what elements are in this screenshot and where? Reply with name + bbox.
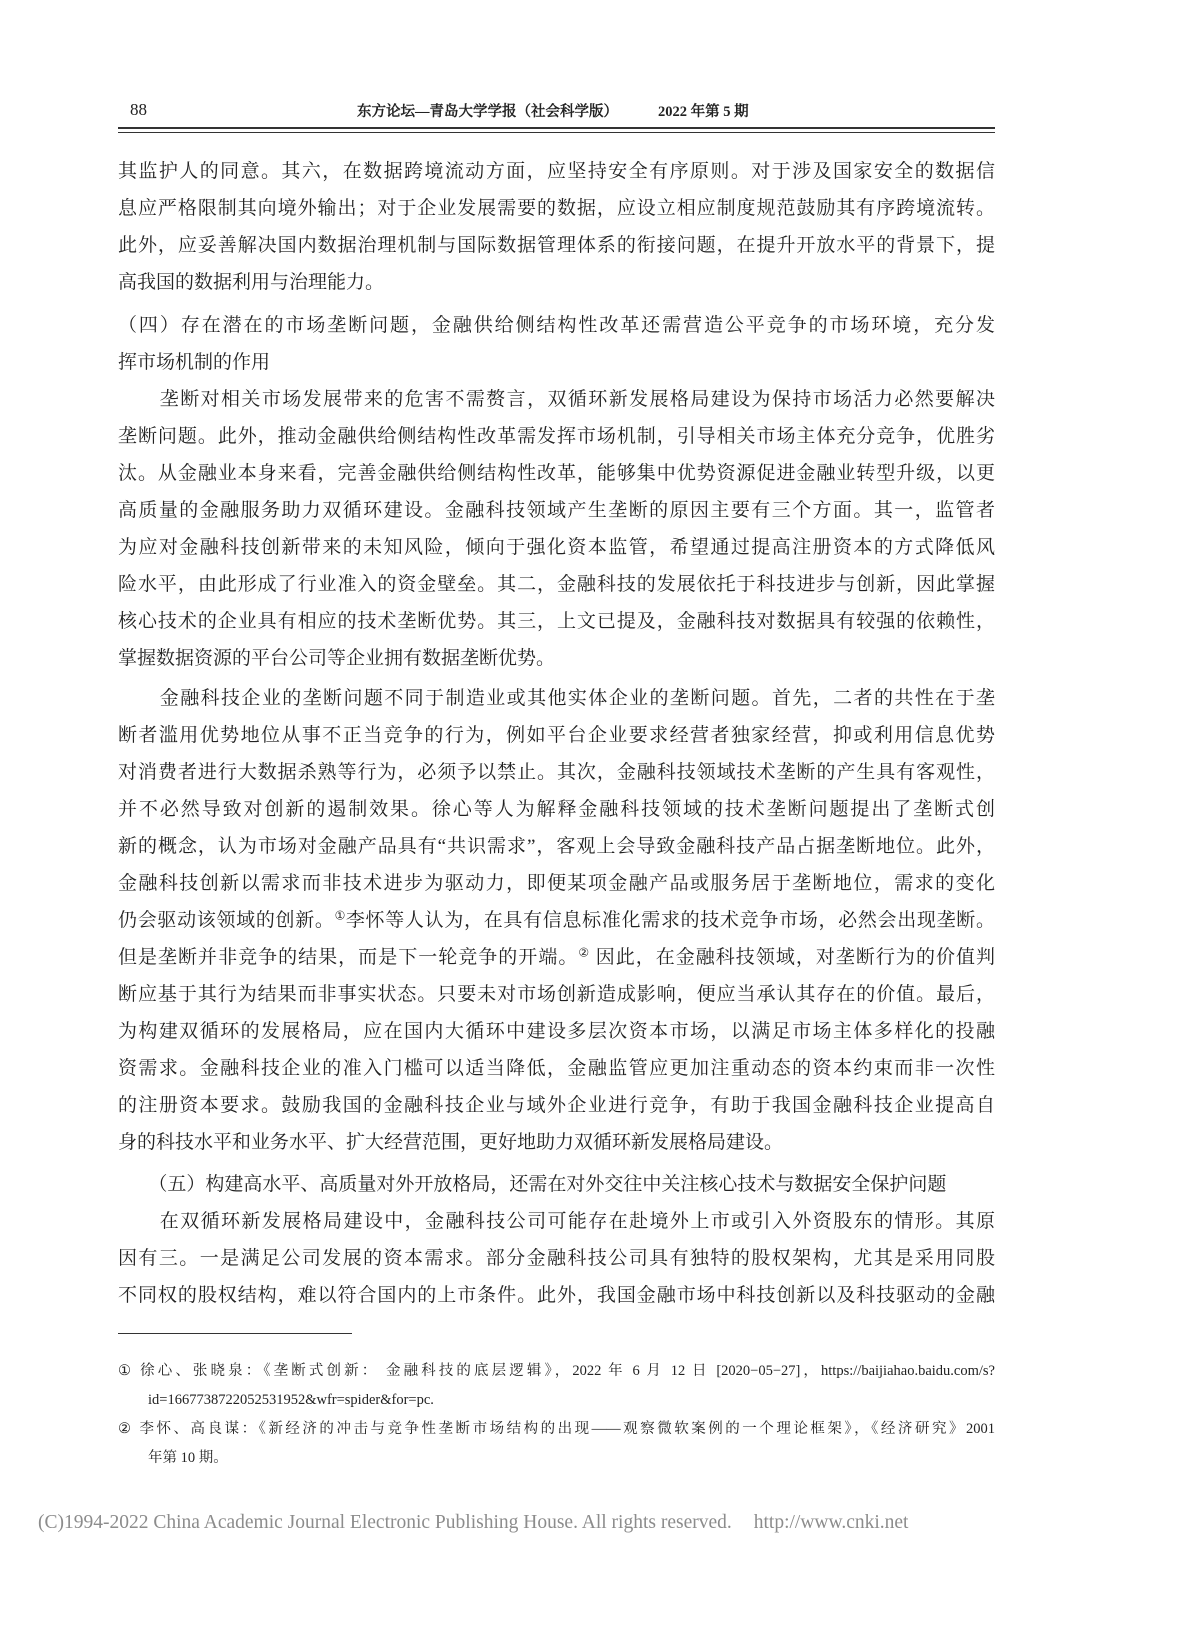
text-line: 挥市场机制的作用 [118,352,271,373]
header-rule-thin [118,132,995,133]
text-line: 资需求。金融科技企业的准入门槛可以适当降低，金融监管应更加注重动态的资本约束而非一次性 [118,1058,995,1079]
footnote-separator [118,1333,352,1334]
text-line: 身的科技水平和业务水平、扩大经营范围，更好地助力双循环新发展格局建设。 [118,1132,784,1153]
text-line: 汰。从金融业本身来看，完善金融供给侧结构性改革，能够集中优势资源促进金融业转型升级，以更 [118,463,995,484]
footnote-marker: ② [118,1421,134,1437]
text-line [118,939,995,976]
text-line: 新的概念，认为市场对金融产品具有“共识需求”，客观上会导致金融科技产品占据垄断地位。此外， [118,836,995,857]
issue-label: 2022 年第 5 期 [658,104,749,120]
paragraph [118,381,995,677]
text-line: 在双循环新发展格局建设中，金融科技公司可能存在赴境外上市或引入外资股东的情形。其原 [159,1211,995,1232]
footnote-text: id=1667738722052531952&wfr=spider&for=pc. [148,1392,434,1408]
footnotes [118,1357,995,1473]
header-rule [118,127,995,129]
text-line: 不同权的股权结构，难以符合国内的上市条件。此外，我国金融市场中科技创新以及科技驱动的金融 [118,1285,995,1306]
text-line: 掌握数据资源的平台公司等企业拥有数据垄断优势。 [118,648,556,669]
footnote-text: 李怀、高良谋：《新经济的冲击与竞争性垄断市场结构的出现——观察微软案例的一个理论框架》，《经济研究》2001 [139,1421,995,1437]
text-line: （五）构建高水平、高质量对外开放格局，还需在对外交往中关注核心技术与数据安全保护问题 [148,1174,947,1195]
text-line: 垄断问题。此外，推动金融供给侧结构性改革需发挥市场机制，引导相关市场主体充分竞争，优胜劣 [118,426,995,447]
copyright-line [38,1508,908,1538]
text-segment: 李怀等人认为，在具有信息标准化需求的技术竞争市场，必然会出现垄断。 [345,910,995,931]
text-line: 高质量的金融服务助力双循环建设。金融科技领域产生垄断的原因主要有三个方面。其一，监管者 [118,500,995,521]
text-line: 核心技术的企业具有相应的技术垄断优势。其三，上文已提及，金融科技对数据具有较强的依赖性， [118,611,995,632]
text-line: 高我国的数据利用与治理能力。 [118,272,385,293]
text-line: 息应严格限制其向境外输出；对于企业发展需要的数据，应设立相应制度规范鼓励其有序跨境流转。 [118,198,995,219]
text-line: 其监护人的同意。其六，在数据跨境流动方面，应坚持安全有序原则。对于涉及国家安全的数据信 [118,161,995,182]
section [118,307,995,1161]
footnote-line [118,1386,995,1415]
footnote-text: 徐心、张晓泉：《垄断式创新： 金融科技的底层逻辑》，2022 年 6 月 12 日 [2020−05−27]，https://baijiahao.baidu.com/s? [140,1363,995,1379]
copyright-url: http://www.cnki.net [753,1512,909,1533]
section-heading [118,1166,995,1203]
text-line [118,902,995,939]
text-segment: 仍会驱动该领域的创新。 [118,910,335,931]
footnote-marker: ① [118,1363,135,1379]
text-line: 垄断对相关市场发展带来的危害不需赘言，双循环新发展格局建设为保持市场活力必然要解决 [159,389,995,410]
text-line: 的注册资本要求。鼓励我国的金融科技企业与域外企业进行竞争，有助于我国金融科技企业提高自 [118,1095,995,1116]
text-segment: 因此，在金融科技领域，对垄断行为的价值判 [589,947,995,968]
footnote-line [118,1444,995,1473]
text-line: 为应对金融科技创新带来的未知风险，倾向于强化资本监管，希望通过提高注册资本的方式降低风 [118,537,995,558]
text-segment: 但是垄断并非竞争的结果，而是下一轮竞争的开端。 [118,947,579,968]
copyright-notice: (C)1994-2022 China Academic Journal Electronic Publishing House. All rights reserved. [38,1512,732,1533]
text-line: 金融科技企业的垄断问题不同于制造业或其他实体企业的垄断问题。首先，二者的共性在于垄 [159,688,995,709]
text-line: 并不必然导致对创新的遏制效果。徐心等人为解释金融科技领域的技术垄断问题提出了垄断式创 [118,799,995,820]
paragraph [118,153,995,301]
footnote [118,1415,995,1473]
text-line: 对消费者进行大数据杀熟等行为，必须予以禁止。其次，金融科技领域技术垄断的产生具有客观性， [118,762,995,783]
text-line: 断者滥用优势地位从事不正当竞争的行为，例如平台企业要求经营者独家经营，抑或利用信息优势 [118,725,995,746]
footnote-text: 年第 10 期。 [148,1450,228,1466]
text-line: 金融科技创新以需求而非技术进步为驱动力，即便某项金融产品或服务居于垄断地位，需求的变化 [118,873,995,894]
body-text [118,153,995,1314]
section [118,1166,995,1314]
text-line: 因有三。一是满足公司发展的资本需求。部分金融科技公司具有独特的股权架构，尤其是采用同股 [118,1248,995,1269]
paragraph [118,680,995,1161]
text-line: 断应基于其行为结果而非事实状态。只要未对市场创新造成影响，便应当承认其存在的价值。最后， [118,984,995,1005]
text-line: 险水平，由此形成了行业准入的资金壁垒。其二，金融科技的发展依托于科技进步与创新，因此掌握 [118,574,995,595]
text-line: 此外，应妥善解决国内数据治理机制与国际数据管理体系的衔接问题，在提升开放水平的背景下，提 [118,235,995,256]
text-line: 为构建双循环的发展格局，应在国内大循环中建设多层次资本市场，以满足市场主体多样化的投融 [118,1021,995,1042]
paragraph [118,1203,995,1314]
journal-title: 东方论坛—青岛大学学报（社会科学版） [357,104,618,120]
footnote [118,1357,995,1415]
text-line: （四）存在潜在的市场垄断问题，金融供给侧结构性改革还需营造公平竞争的市场环境，充分发 [118,315,995,336]
footnote-reference: ① [334,909,346,923]
footnote-reference: ② [578,946,590,960]
footnote-line [118,1415,995,1444]
section-heading [118,307,995,381]
page-number: 88 [130,100,147,119]
footnote-line [118,1357,995,1386]
